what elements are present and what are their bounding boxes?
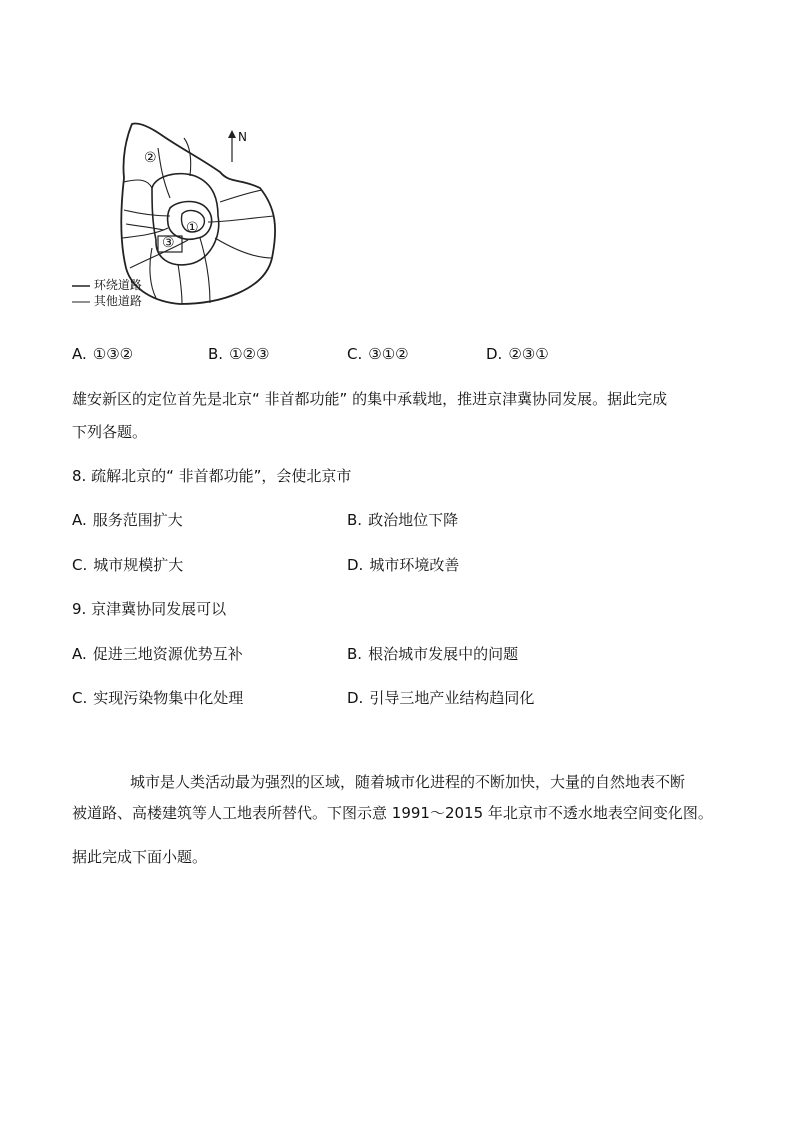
option-letter: D. xyxy=(347,556,364,574)
q9-option-a[interactable] xyxy=(72,643,243,664)
option-letter: D. xyxy=(347,689,364,707)
option-letter: B. xyxy=(208,345,224,363)
marker-2: ② xyxy=(144,150,157,166)
q9-option-d[interactable] xyxy=(347,687,534,708)
option-text: 服务范围扩大 xyxy=(92,511,183,529)
option-letter: C. xyxy=(72,556,88,574)
q8-option-a[interactable] xyxy=(72,509,183,530)
option-text: 促进三地资源优势互补 xyxy=(92,645,243,663)
north-arrowhead xyxy=(228,130,236,138)
q8-option-b[interactable] xyxy=(347,509,458,530)
option-letter: C. xyxy=(347,345,363,363)
option-text: 实现污染物集中化处理 xyxy=(93,689,244,707)
legend-ring-line xyxy=(72,282,90,290)
passage-line-1: 城市是人类活动最为强烈的区域，随着城市化进程的不断加快，大量的自然地表不断 xyxy=(130,773,686,791)
option-text: 政治地位下降 xyxy=(368,511,459,529)
legend-ring-label: 环绕道路 xyxy=(93,278,142,292)
q7-option-b[interactable] xyxy=(208,345,269,363)
option-text: 城市环境改善 xyxy=(369,556,460,574)
option-letter: A. xyxy=(72,345,87,363)
option-text: ①③② xyxy=(92,345,134,363)
legend-ring-road xyxy=(72,276,142,293)
option-text: 城市规模扩大 xyxy=(93,556,184,574)
q9-option-b[interactable] xyxy=(347,643,518,664)
legend-other-road xyxy=(72,292,142,309)
option-text: 引导三地产业结构趋同化 xyxy=(369,689,535,707)
option-letter: D. xyxy=(486,345,503,363)
q8-option-c[interactable] xyxy=(72,554,183,575)
passage-line-2: 被道路、高楼建筑等人工地表所替代。下图示意 1991～2015 年北京市不透水地表空间变化图。 xyxy=(72,804,713,822)
marker-3: ③ xyxy=(162,235,175,251)
option-text: 根治城市发展中的问题 xyxy=(368,645,519,663)
option-text: ②③① xyxy=(508,345,549,363)
q7-option-a[interactable] xyxy=(72,345,133,363)
north-label: N xyxy=(238,130,247,144)
q9-option-c[interactable] xyxy=(72,687,243,708)
intro-line-2: 下列各题。 xyxy=(72,423,148,441)
legend-other-label: 其他道路 xyxy=(93,294,142,308)
option-letter: B. xyxy=(347,645,363,663)
option-text: ③①② xyxy=(368,345,409,363)
q7-option-c[interactable] xyxy=(347,345,409,363)
q9-stem: 9. 京津冀协同发展可以 xyxy=(72,600,227,618)
option-letter: B. xyxy=(347,511,363,529)
option-letter: C. xyxy=(72,689,88,707)
q7-option-d[interactable] xyxy=(486,345,549,363)
intro-line-1: 雄安新区的定位首先是北京“ 非首都功能” 的集中承载地，推进京津冀协同发展。据此完成 xyxy=(72,390,668,408)
legend-other-line xyxy=(72,298,90,306)
q8-option-d[interactable] xyxy=(347,554,459,575)
q8-stem: 8. 疏解北京的“ 非首都功能”，会使北京市 xyxy=(72,467,352,485)
option-letter: A. xyxy=(72,645,87,663)
option-text: ①②③ xyxy=(229,345,270,363)
passage-line-3: 据此完成下面小题。 xyxy=(72,848,208,866)
option-letter: A. xyxy=(72,511,87,529)
marker-1: ① xyxy=(186,220,199,236)
